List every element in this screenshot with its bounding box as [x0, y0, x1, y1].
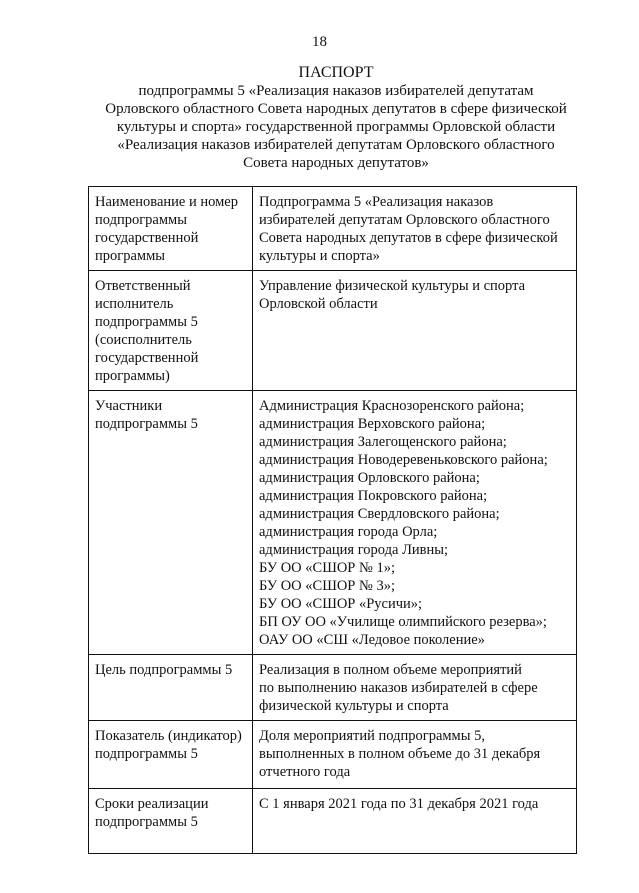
document-heading: [96, 64, 576, 172]
row-label: [89, 391, 253, 655]
value-line: С 1 января 2021 года по 31 декабря 2021 года: [259, 796, 539, 812]
value-line: ОАУ ОО «СШ «Ледовое поколение»: [259, 632, 485, 648]
label-line: исполнитель: [95, 296, 174, 312]
table-row-indicator: [89, 721, 577, 789]
row-value: [253, 271, 577, 391]
passport-table: [88, 186, 577, 854]
label-line: государственной: [95, 350, 199, 366]
value-line: администрация Покровского района;: [259, 488, 488, 504]
value-line: администрация Верховского района;: [259, 416, 486, 432]
value-line: физической культуры и спорта: [259, 698, 449, 714]
value-line: Подпрограмма 5 «Реализация наказов: [259, 194, 494, 210]
row-label: [89, 789, 253, 854]
row-label: [89, 721, 253, 789]
row-label: [89, 187, 253, 271]
heading-line: подпрограммы 5 «Реализация наказов избирателей депутатам: [138, 83, 534, 99]
label-line: программы: [95, 248, 165, 264]
value-line: администрация Залегощенского района;: [259, 434, 507, 450]
value-line: администрация города Орла;: [259, 524, 438, 540]
row-label: [89, 271, 253, 391]
passport-title: ПАСПОРТ: [298, 64, 374, 81]
label-line: (соисполнитель: [95, 332, 192, 348]
value-line: БУ ОО «СШОР № 1»;: [259, 560, 395, 576]
label-line: подпрограммы: [95, 212, 187, 228]
value-line: БП ОУ ОО «Училище олимпийского резерва»;: [259, 614, 547, 630]
table-row-responsible: [89, 271, 577, 391]
table-row-goal: [89, 655, 577, 721]
value-line: БУ ОО «СШОР № 3»;: [259, 578, 395, 594]
value-line: администрация города Ливны;: [259, 542, 449, 558]
value-line: Реализация в полном объеме мероприятий: [259, 662, 522, 678]
label-line: подпрограммы 5: [95, 814, 198, 830]
label-line: государственной: [95, 230, 199, 246]
value-line: администрация Новодеревеньковского района;: [259, 452, 548, 468]
label-line: Сроки реализации: [95, 796, 209, 812]
label-line: подпрограммы 5: [95, 314, 198, 330]
value-line: Орловской области: [259, 296, 378, 312]
label-line: Показатель (индикатор): [95, 728, 242, 744]
heading-line: Орловского областного Совета народных депутатов в сфере физической: [105, 101, 567, 117]
page-number: 18: [312, 34, 327, 50]
value-line: администрация Свердловского района;: [259, 506, 500, 522]
label-line: программы): [95, 368, 170, 384]
value-line: БУ ОО «СШОР «Русичи»;: [259, 596, 423, 612]
row-label: [89, 655, 253, 721]
label-line: Участники: [95, 398, 163, 414]
value-line: Совета народных депутатов в сфере физической: [259, 230, 558, 246]
row-value: [253, 721, 577, 789]
row-value: [253, 391, 577, 655]
heading-line: Совета народных депутатов»: [243, 155, 429, 171]
table-row-name: [89, 187, 577, 271]
heading-line: культуры и спорта» государственной программы Орловской области: [116, 119, 556, 135]
row-value: [253, 655, 577, 721]
heading-line: «Реализация наказов избирателей депутатам Орловского областного: [117, 137, 555, 153]
label-line: подпрограммы 5: [95, 416, 198, 432]
label-line: Ответственный: [95, 278, 191, 294]
row-value: [253, 789, 577, 854]
value-line: Доля мероприятий подпрограммы 5,: [259, 728, 485, 744]
table-row-participants: [89, 391, 577, 655]
row-value: [253, 187, 577, 271]
value-line: Управление физической культуры и спорта: [259, 278, 526, 294]
table-row-timeline: [89, 789, 577, 854]
value-line: администрация Орловского района;: [259, 470, 480, 486]
value-line: Администрация Краснозоренского района;: [259, 398, 525, 414]
value-line: избирателей депутатам Орловского областного: [259, 212, 550, 228]
label-line: подпрограммы 5: [95, 746, 198, 762]
value-line: по выполнению наказов избирателей в сфере: [259, 680, 538, 696]
label-line: Наименование и номер: [95, 194, 238, 210]
label-line: Цель подпрограммы 5: [95, 662, 233, 678]
value-line: выполненных в полном объеме до 31 декабря: [259, 746, 541, 762]
value-line: культуры и спорта»: [259, 248, 380, 264]
value-line: отчетного года: [259, 764, 351, 780]
